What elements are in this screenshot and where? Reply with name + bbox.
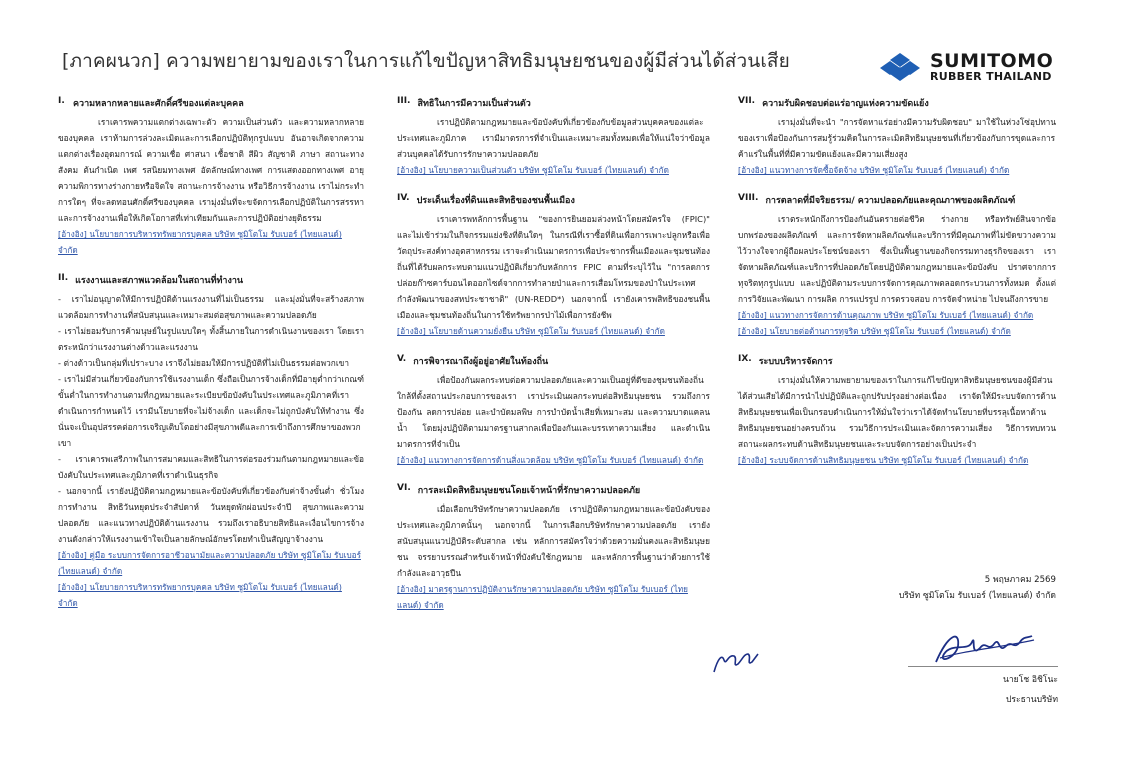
company-name: บริษัท ซูมิโตโม รับเบอร์ (ไทยแลนด์) จำกัด [898,591,1056,601]
section-heading: VII. ความรับผิดชอบต่อแร่อาญแห่งความขัดแย้ง [738,96,929,109]
column-left [58,96,364,626]
section-heading: II. แรงงานและสภาพแวดล้อมในสถานที่ทำงาน [58,273,244,286]
bullet-item: - เราไม่ยอมรับการค้ามนุษย์ในรูปแบบใดๆ ทั้งสิ้นภายในการดำเนินงานของเรา โดยเราตระหนักว่าแรงงานต่างด้าวและแรงงาน [58,326,364,352]
section-heading: I. ความหลากหลายและศักดิ์ศรีของแต่ละบุคคล [58,96,244,109]
section-local-residents [397,354,710,468]
section-heading: III. สิทธิในการมีความเป็นส่วนตัว [397,96,531,109]
reference-link[interactable]: [อ้างอิง] นโยบายการบริหารทรัพยากรบุคคล บริษัท ซูมิโตโม รับเบอร์ (ไทยแลนด์) จำกัด [58,582,342,608]
section-land-rights [397,193,710,339]
reference-link[interactable]: [อ้างอิง] แนวทางการจัดการด้านสิ่งแวดล้อม บริษัท ซูมิโตโม รับเบอร์ (ไทยแลนด์) จำกัด [397,455,704,465]
section-body: เราปฏิบัติตามกฎหมายและข้อบังคับที่เกี่ยวข้องกับข้อมูลส่วนบุคคลของแต่ละประเทศและภูมิภาค เรามีมาตรการที่จำเป็นและเหมาะสมทั้งหมดเพื่อให้แน่ใจว่าข้อมูลส่วนบุคคลได้รับการรักษาความปลอดภัย [397,117,710,159]
section-body: เราเคารพหลักการพื้นฐาน "ของการยินยอมล่วงหน้าโดยสมัครใจ (FPIC)" และไม่เข้าร่วมในกิจกรรมแย่งชิงที่ดินใดๆ ในกรณีที่เราซื้อที่ดินเพื่อการเพาะปลูกหรือเพื่อวัตถุประสงค์ทางอุตสาหกรรม เราจะดำเนินมาตรการเพื่อประชากรพื้นเมืองและชุมชนท้องถิ่นที่ได้รับผลกระทบตามแนวปฏิบัติเกี่ยวกับหลักการ FPIC ตามที่ระบุไว้ใน "การลดการปล่อยก๊าซคาร์บอนไดออกไซด์จากการทำลายป่าและการเสื่อมโทรมของป่าในประเทศกำลังพัฒนาของสหประชาชาติ" (UN-REDD*) นอกจากนี้ เรายังเคารพสิทธิของชนพื้นเมืองและชุมชนท้องถิ่นในการใช้ทรัพยากรป่าไม้เพื่อการยังชีพ [397,214,710,320]
sumitomo-logo [880,50,1055,86]
bullet-item: - เราไม่มีส่วนเกี่ยวข้องกับการใช้แรงงานเด็ก ซึ่งถือเป็นการจ้างเด็กที่มีอายุต่ำกว่าเกณฑ์ขั้นต่ำในการทำงานตามที่กฎหมายและระเบียบข้อบังคับในประเทศและภูมิภาคที่เราดำเนินการกำหนดไว้ เรามีนโยบายที่จะไม่จ้างเด็ก และเด็กจะไม่ถูกบังคับให้ทำงาน ซึ่งนั่นจะเป็นอุปสรรคต่อการเจริญเติบโตอย่างมีสุขภาพดีและการเข้าถึงการศึกษาของพวกเขา [58,374,364,448]
reference-link[interactable]: [อ้างอิง] แนวทางการจัดซื้อจัดจ้าง บริษัท ซูมิโตโม รับเบอร์ (ไทยแลนด์) จำกัด [738,165,1010,175]
section-privacy [397,96,710,178]
section-heading: VI. การละเมิดสิทธิมนุษยชนโดยเจ้าหน้าที่รักษาความปลอดภัย [397,483,641,496]
sumitomo-logo-icon [880,52,920,82]
section-body: เราตระหนักถึงการป้องกันอันตรายต่อชีวิต ร่างกาย หรือทรัพย์สินจากข้อบกพร่องของผลิตภัณฑ์ และการจัดหาผลิตภัณฑ์และบริการที่มีคุณภาพที่ไม่ขัดขวางความไว้วางใจจากผู้ถือผลประโยชน์ของเรา ซึ่งเป็นพื้นฐานของกิจกรรมทางธุรกิจของเรา เราจัดหาผลิตภัณฑ์และบริการที่ปลอดภัยโดยปฏิบัติตามกฎหมายและข้อบังคับ ปราศจากการทุจริตทุกรูปแบบ และปฏิบัติตามระบบการจัดการคุณภาพตลอดกระบวนการทั้งหมด ตั้งแต่การวิจัยและพัฒนา การผลิต การแปรรูป การตรวจสอบ การจัดจำหน่าย ไปจนถึงการขาย [738,214,1056,304]
document-title: [ภาคผนวก] ความพยายามของเราในการแก้ไขปัญหาสิทธิมนุษยชนของผู้มีส่วนได้ส่วนเสีย [62,50,790,72]
section-body: เรามุ่งมั่นให้ความพยายามของเราในการแก้ไขปัญหาสิทธิมนุษยชนของผู้มีส่วนได้ส่วนเสียได้มีการนำไปปฏิบัติและถูกปรับปรุงอย่างต่อเนื่อง เราจัดให้มีระบบจัดการด้านสิทธิมนุษยชนเพื่อเป็นกรอบดำเนินการให้มั่นใจว่าเราได้จัดทำนโยบายที่บรรลุเนื้อหาด้านสิทธิมนุษยชนอย่างครบถ้วน รวมวิธีการประเมินและจัดการความเสี่ยง วิธีการทบทวนสถานะผลกระทบด้านสิทธิมนุษยชนและระบบจัดการอย่างเป็นประจำ [738,375,1056,449]
section-conflict-minerals [738,96,1056,178]
signature-line [908,666,1058,667]
section-security-personnel [397,483,710,613]
column-middle [397,96,710,628]
reference-link[interactable]: [อ้างอิง] นโยบายความเป็นส่วนตัว บริษัท ซูมิโตโม รับเบอร์ (ไทยแลนด์) จำกัด [397,165,669,175]
bullet-item: - เราเคารพเสรีภาพในการสมาคมและสิทธิในการต่อรองร่วมกันตามกฎหมายและข้อบังคับในประเทศและภูมิภาคที่เราดำเนินธุรกิจ [58,454,364,480]
section-heading: IX. ระบบบริหารจัดการ [738,354,833,367]
section-body: เรามุ่งมั่นที่จะนำ "การจัดหาแร่อย่างมีความรับผิดชอบ" มาใช้ในห่วงโซ่อุปทานของเราเพื่อป้องกันการสมรู้ร่วมคิดในการละเมิดสิทธิมนุษยชนที่เกี่ยวข้องกับการขุดและการค้าแร่ในพื้นที่ที่มีความขัดแย้งและมีความเสี่ยงสูง [738,117,1056,159]
section-body: เพื่อป้องกันผลกระทบต่อความปลอดภัยและความเป็นอยู่ที่ดีของชุมชนท้องถิ่นใกล้ที่ตั้งสถานประกอบการของเรา เราประเมินผลกระทบต่อสิทธิมนุษยชน รวมถึงการป้องกัน ลดการปล่อย และบำบัดมลพิษ การบำบัดน้ำเสียที่เหมาะสม และความบาดแคลนน้ำ โดยมุ่งปฏิบัติตามมาตรฐานสากลเพื่อป้องกันและบรรเทาความเสี่ยง และดำเนินมาตรการที่จำเป็น [397,375,710,449]
signature-mark [928,628,1038,670]
reference-link[interactable]: [อ้างอิง] นโยบายด้านความยั่งยืน บริษัท ซูมิโตโม รับเบอร์ (ไทยแลนด์) จำกัด [397,326,665,336]
signature-block [908,628,1058,708]
reference-link[interactable]: [อ้างอิง] มาตรฐานการปฏิบัติงานรักษาความปลอดภัย บริษัท ซูมิโตโม รับเบอร์ (ไทยแลนด์) จำกัด [397,584,688,610]
logo-wordmark-main: SUMITOMO [930,50,1054,72]
section-body: เมื่อเลือกบริษัทรักษาความปลอดภัย เราปฏิบัติตามกฎหมายและข้อบังคับของประเทศและภูมิภาคนั้นๆ นอกจากนี้ ในการเลือกบริษัทรักษาความปลอดภัย เรายังสนับสนุนแนวปฏิบัติระดับสากล เช่น หลักการสมัครใจว่าด้วยความมั่นคงและสิทธิมนุษยชน จรรยาบรรณสำหรับเจ้าหน้าที่บังคับใช้กฎหมาย และหลักการพื้นฐานว่าด้วยการใช้กำลังและอาวุธปืน [397,504,710,578]
reference-link[interactable]: [อ้างอิง] นโยบายต่อต้านการทุจริต บริษัท ซูมิโตโม รับเบอร์ (ไทยแลนด์) จำกัด [738,326,1011,336]
bullet-item: - นอกจากนี้ เรายังปฏิบัติตามกฎหมายและข้อบังคับที่เกี่ยวข้องกับค่าจ้างขั้นต่ำ ชั่วโมงการทำงาน สิทธิวันหยุดประจำสัปดาห์ วันหยุดพักผ่อนประจำปี สุขภาพและความปลอดภัย และแนวทางปฏิบัติด้านแรงงาน รวมถึงเราอธิบายสิทธิและเงื่อนไขการจ้างงานดังกล่าวให้แรงงานเข้าใจเป็นลายลักษณ์อักษรโดยทำเป็นสัญญาจ้างงาน [58,486,364,544]
initials-mark [712,648,760,680]
closing-block [880,572,1056,604]
section-labor [58,273,364,611]
section-heading: IV. ประเด็นเรื่องที่ดินและสิทธิของชนพื้นเมือง [397,193,575,206]
section-heading: VIII. การตลาดที่มีจริยธรรม/ ความปลอดภัยและคุณภาพของผลิตภัณฑ์ [738,193,1016,206]
section-management-system [738,354,1056,468]
section-ethical-marketing [738,193,1056,339]
section-heading: V. การพิจารณาถึงผู้อยู่อาศัยในท้องถิ่น [397,354,549,367]
bullet-item: - เราไม่อนุญาตให้มีการปฏิบัติด้านแรงงานที่ไม่เป็นธรรม และมุ่งมั่นที่จะสร้างสภาพแวดล้อมการทำงานที่สนับสนุนและเหมาะสมต่อสุขภาพและความปลอดภัย [58,294,364,320]
reference-link[interactable]: [อ้างอิง] นโยบายการบริหารทรัพยากรบุคคล บริษัท ซูมิโตโม รับเบอร์ (ไทยแลนด์) จำกัด [58,229,342,255]
bullet-item: - ต่างด้าวเป็นกลุ่มที่เปราะบาง เราจึงไม่ยอมให้มีการปฏิบัติที่ไม่เป็นธรรมต่อพวกเขา [58,358,350,368]
document-date: 5 พฤษภาคม 2569 [984,575,1056,585]
column-right [738,96,1056,483]
section-diversity [58,96,364,258]
logo-wordmark-sub: RUBBER THAILAND [930,70,1052,83]
reference-link[interactable]: [อ้างอิง] แนวทางการจัดการด้านคุณภาพ บริษัท ซูมิโตโม รับเบอร์ (ไทยแลนด์) จำกัด [738,310,1034,320]
signer-info [908,670,1058,710]
signer-name: นายโช อิชิโนะ [1002,675,1058,685]
signer-title: ประธานบริษัท [1005,695,1058,705]
reference-link[interactable]: [อ้างอิง] คู่มือ ระบบการจัดการอาชีวอนามัยและความปลอดภัย บริษัท ซูมิโตโม รับเบอร์ (ไทยแลนด์) จำกัด [58,550,361,576]
reference-link[interactable]: [อ้างอิง] ระบบจัดการด้านสิทธิมนุษยชน บริษัท ซูมิโตโม รับเบอร์ (ไทยแลนด์) จำกัด [738,455,1029,465]
section-body: เราเคารพความแตกต่างเฉพาะตัว ความเป็นส่วนตัว และความหลากหลายของบุคคล เราห้ามการล่วงละเมิดและการเลือกปฏิบัติทุกรูปแบบ อันอาจเกิดจากความแตกต่างเรื่องอุดมการณ์ ความเชื่อ ศาสนา เชื้อชาติ สีผิว สัญชาติ ภาษา สถานะทางสังคม ต้นกำเนิด เพศ รสนิยมทางเพศ อัตลักษณ์ทางเพศ การแสดงออกทางเพศ อายุ ความพิการทางร่างกายหรือจิตใจ สถานะการจ้างงาน หรือวิธีการจ้างงาน เราไม่กระทำการใดๆ ที่จะลดทอนศักดิ์ศรีของบุคคล เรามุ่งมั่นที่จะขจัดการเลือกปฏิบัติในการสรรหาและการจ้างงานเพื่อให้เกิดโอกาสที่เท่าเทียมกันและการปฏิบัติอย่างยุติธรรม [58,117,364,223]
